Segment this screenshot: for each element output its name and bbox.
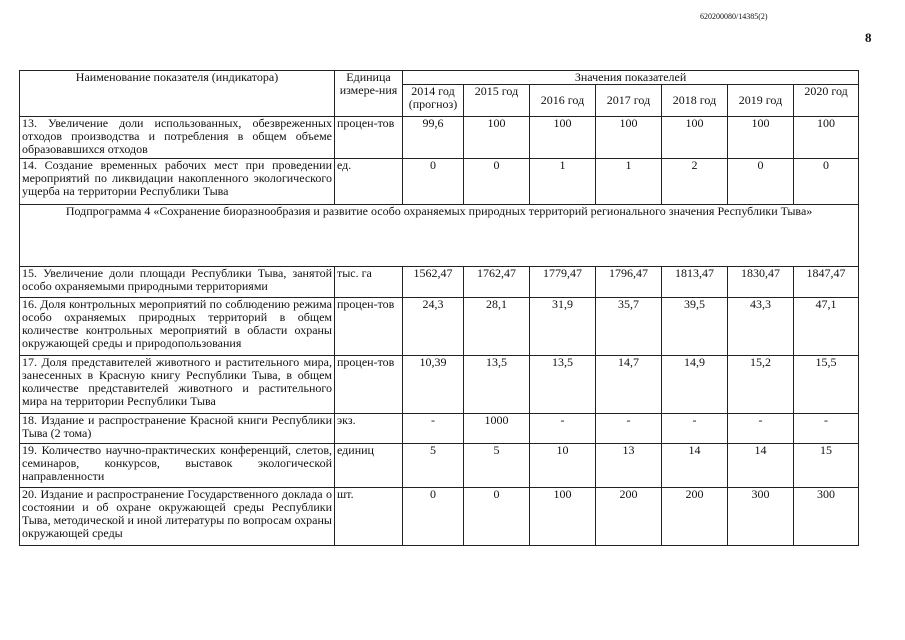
indicator-value: 1	[530, 159, 596, 205]
table-row	[20, 267, 859, 298]
header-year: 2015 год	[464, 85, 530, 117]
subprogram-title: Подпрограмма 4 «Сохранение биоразнообразия и развитие особо охраняемых природных территорий регионального значения Республики Тыва»	[20, 205, 859, 267]
indicator-value: 0	[464, 159, 530, 205]
indicator-name: 14. Создание временных рабочих мест при проведении мероприятий по ликвидации накопленного экологического ущерба на территории Республики Тыва	[20, 159, 335, 205]
indicator-name: 15. Увеличение доли площади Республики Тыва, занятой особо охраняемыми природными территориями	[20, 267, 335, 298]
indicator-value: 24,3	[403, 298, 464, 356]
indicator-name: 16. Доля контрольных мероприятий по соблюдению режима особо охраняемых природных территорий в общем количестве контрольных мероприятий в области охраны окружающей среды и природопользования	[20, 298, 335, 356]
indicator-value: 14,9	[662, 356, 728, 414]
table-row	[20, 117, 859, 159]
header-year: 2019 год	[728, 85, 794, 117]
indicator-value: 100	[794, 117, 859, 159]
header-unit: Единица измере-ния	[335, 71, 403, 117]
indicator-value: 200	[596, 488, 662, 546]
indicator-value: 100	[530, 488, 596, 546]
indicator-unit: единиц	[335, 444, 403, 488]
header-year: 2017 год	[596, 85, 662, 117]
indicator-value: 1830,47	[728, 267, 794, 298]
indicators-table	[19, 70, 859, 546]
indicator-name: 13. Увеличение доли использованных, обезвреженных отходов производства и потребления в общем объеме образовавшихся отходов	[20, 117, 335, 159]
indicator-value: 300	[728, 488, 794, 546]
header-year: 2014 год (прогноз)	[403, 85, 464, 117]
indicator-value: 1796,47	[596, 267, 662, 298]
indicator-value: 100	[596, 117, 662, 159]
indicator-value: -	[662, 414, 728, 444]
indicator-value: 1762,47	[464, 267, 530, 298]
header-year: 2020 год	[794, 85, 859, 117]
indicator-name: 17. Доля представителей животного и растительного мира, занесенных в Красную книгу Республики Тыва, в общем количестве представителей животного и растительного мира на территории Республики Тыва	[20, 356, 335, 414]
page-number: 8	[865, 30, 872, 45]
indicator-value: 300	[794, 488, 859, 546]
indicator-value: -	[403, 414, 464, 444]
indicator-value: 31,9	[530, 298, 596, 356]
indicator-value: 200	[662, 488, 728, 546]
indicator-value: 0	[403, 488, 464, 546]
indicator-unit: процен-тов	[335, 298, 403, 356]
indicator-value: 43,3	[728, 298, 794, 356]
indicator-name: 19. Количество научно-практических конференций, слетов, семинаров, конкурсов, выставок экологической направленности	[20, 444, 335, 488]
indicator-name: 20. Издание и распространение Государственного доклада о состоянии и об охране окружающей среды Республики Тыва, методической и иной литературы по вопросам охраны окружающей среды	[20, 488, 335, 546]
indicator-value: 13	[596, 444, 662, 488]
indicator-value: 0	[794, 159, 859, 205]
indicator-value: 10	[530, 444, 596, 488]
indicator-value: 0	[403, 159, 464, 205]
indicator-value: 14,7	[596, 356, 662, 414]
header-values-group: Значения показателей	[403, 71, 859, 85]
indicator-value: 99,6	[403, 117, 464, 159]
indicator-value: 100	[662, 117, 728, 159]
table-row	[20, 414, 859, 444]
indicator-value: 28,1	[464, 298, 530, 356]
indicator-unit: экз.	[335, 414, 403, 444]
indicator-value: 5	[403, 444, 464, 488]
indicator-value: 2	[662, 159, 728, 205]
indicator-value: 100	[464, 117, 530, 159]
indicator-value: 47,1	[794, 298, 859, 356]
header-year: 2016 год	[530, 85, 596, 117]
indicator-unit: процен-тов	[335, 117, 403, 159]
indicator-value: -	[530, 414, 596, 444]
indicator-value: 0	[464, 488, 530, 546]
indicator-value: -	[794, 414, 859, 444]
table-row	[20, 159, 859, 205]
header-name: Наименование показателя (индикатора)	[20, 71, 335, 117]
indicator-value: 0	[728, 159, 794, 205]
indicator-value: 35,7	[596, 298, 662, 356]
indicator-unit: процен-тов	[335, 356, 403, 414]
table-row	[20, 356, 859, 414]
indicator-value: 100	[728, 117, 794, 159]
indicator-value: 14	[662, 444, 728, 488]
document-code: 620200080/14385(2)	[700, 12, 768, 21]
indicator-value: 13,5	[464, 356, 530, 414]
rows-group-a	[20, 117, 859, 205]
table-row	[20, 444, 859, 488]
indicator-value: 1813,47	[662, 267, 728, 298]
indicator-unit: тыс. га	[335, 267, 403, 298]
indicator-value: 100	[530, 117, 596, 159]
indicator-value: 15	[794, 444, 859, 488]
indicator-value: 10,39	[403, 356, 464, 414]
subprogram-group	[20, 205, 859, 267]
indicator-value: 15,2	[728, 356, 794, 414]
indicator-unit: шт.	[335, 488, 403, 546]
indicator-value: 1779,47	[530, 267, 596, 298]
indicator-value: -	[596, 414, 662, 444]
header-year: 2018 год	[662, 85, 728, 117]
indicator-value: 13,5	[530, 356, 596, 414]
indicator-value: 5	[464, 444, 530, 488]
indicator-value: 1562,47	[403, 267, 464, 298]
indicator-value: -	[728, 414, 794, 444]
rows-group-b	[20, 267, 859, 546]
indicator-value: 39,5	[662, 298, 728, 356]
indicator-unit: ед.	[335, 159, 403, 205]
indicator-name: 18. Издание и распространение Красной книги Республики Тыва (2 тома)	[20, 414, 335, 444]
indicator-value: 15,5	[794, 356, 859, 414]
indicator-value: 14	[728, 444, 794, 488]
indicator-value: 1	[596, 159, 662, 205]
table-row	[20, 488, 859, 546]
table-row	[20, 298, 859, 356]
indicator-value: 1000	[464, 414, 530, 444]
indicator-value: 1847,47	[794, 267, 859, 298]
